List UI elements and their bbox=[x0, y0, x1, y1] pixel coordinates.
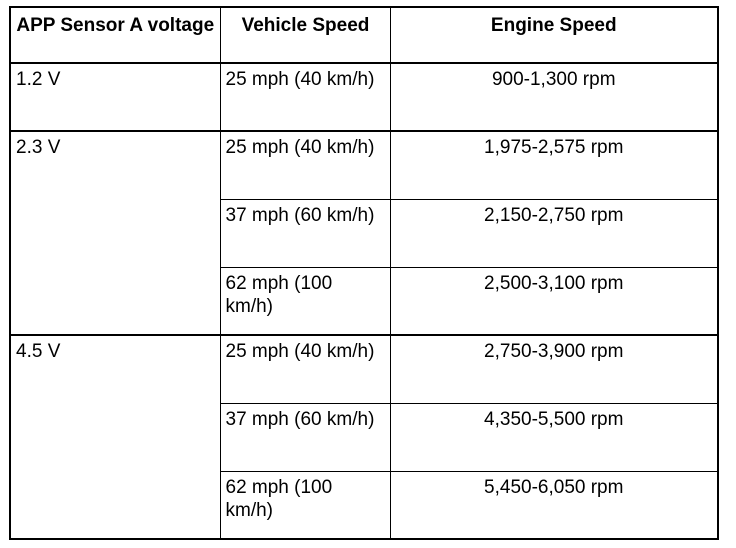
cell-engine-speed: 2,500-3,100 rpm bbox=[390, 267, 718, 335]
cell-vehicle-speed: 25 mph (40 km/h) bbox=[220, 131, 390, 199]
cell-engine-speed: 900-1,300 rpm bbox=[390, 63, 718, 131]
cell-app-sensor-voltage: 2.3 V bbox=[10, 131, 220, 335]
cell-engine-speed: 1,975-2,575 rpm bbox=[390, 131, 718, 199]
cell-app-sensor-voltage: 4.5 V bbox=[10, 335, 220, 539]
column-header-app-sensor-voltage: APP Sensor A voltage bbox=[10, 7, 220, 63]
cell-vehicle-speed: 62 mph (100 km/h) bbox=[220, 267, 390, 335]
app-sensor-spec-table bbox=[9, 6, 719, 540]
cell-vehicle-speed: 37 mph (60 km/h) bbox=[220, 199, 390, 267]
cell-app-sensor-voltage: 1.2 V bbox=[10, 63, 220, 131]
table-body bbox=[10, 63, 718, 539]
cell-vehicle-speed: 25 mph (40 km/h) bbox=[220, 63, 390, 131]
cell-vehicle-speed: 62 mph (100 km/h) bbox=[220, 471, 390, 539]
table-header bbox=[10, 7, 718, 63]
cell-vehicle-speed: 25 mph (40 km/h) bbox=[220, 335, 390, 403]
cell-engine-speed: 4,350-5,500 rpm bbox=[390, 403, 718, 471]
column-header-vehicle-speed: Vehicle Speed bbox=[220, 7, 390, 63]
table-row bbox=[10, 63, 718, 131]
table-row bbox=[10, 131, 718, 199]
column-header-engine-speed: Engine Speed bbox=[390, 7, 718, 63]
table-header-row bbox=[10, 7, 718, 63]
cell-vehicle-speed: 37 mph (60 km/h) bbox=[220, 403, 390, 471]
cell-engine-speed: 5,450-6,050 rpm bbox=[390, 471, 718, 539]
table-row bbox=[10, 335, 718, 403]
cell-engine-speed: 2,750-3,900 rpm bbox=[390, 335, 718, 403]
cell-engine-speed: 2,150-2,750 rpm bbox=[390, 199, 718, 267]
